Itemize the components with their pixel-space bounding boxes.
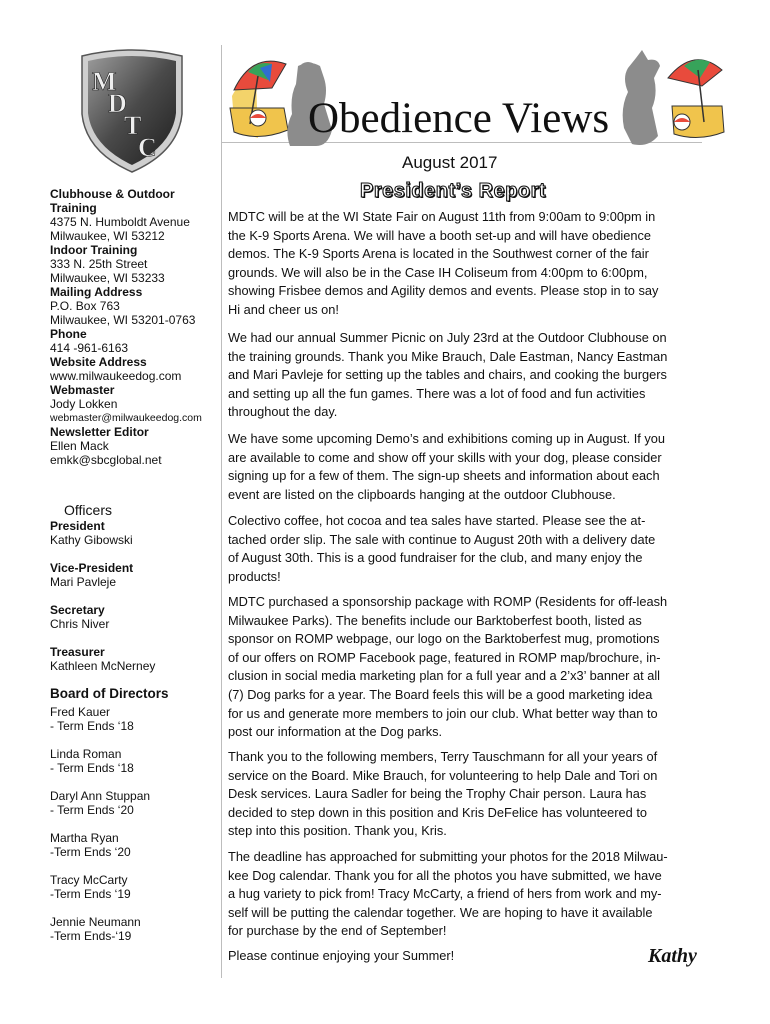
contact-label: Clubhouse & Outdoor bbox=[50, 187, 175, 201]
report-paragraph bbox=[228, 593, 706, 742]
paragraph-line: event are listed on the clipboards hanging at the outdoor Clubhouse. bbox=[228, 486, 616, 502]
paragraph-line: signing up for a few of them. The sign-up sheets and information about each bbox=[228, 468, 660, 484]
officer-role: President bbox=[50, 519, 105, 533]
board-member-name: Tracy McCarty bbox=[50, 873, 128, 887]
logo-letter-d: D bbox=[108, 89, 127, 118]
contact-line: 414 -961-6163 bbox=[50, 341, 129, 355]
newsletter-title: Obedience Views bbox=[308, 95, 610, 142]
paragraph-line: sponsor on ROMP webpage, our logo on the Barktoberfest mug, promotions bbox=[228, 631, 660, 647]
paragraph-line: of August 30th. This is a good fundraiser for the club, and many enjoy the bbox=[228, 550, 643, 566]
officer-name: Chris Niver bbox=[50, 617, 110, 631]
paragraph-line: for purchase by the end of September! bbox=[228, 923, 447, 939]
contact-line: P.O. Box 763 bbox=[50, 299, 120, 313]
contact-line: Jody Lokken bbox=[50, 397, 118, 411]
board-member-name: Fred Kauer bbox=[50, 705, 111, 719]
contact-line: Ellen Mack bbox=[50, 439, 109, 453]
contact-label: Newsletter Editor bbox=[50, 425, 149, 439]
paragraph-line: grounds. We will also be in the Case IH Coliseum from 4:00pm to 6:00pm, bbox=[228, 264, 648, 280]
mdtc-shield-logo bbox=[78, 48, 186, 174]
board-list bbox=[50, 705, 150, 943]
report-paragraph bbox=[228, 512, 706, 586]
paragraph-line: decided to step down in this position and Kris DeFelice has volunteered to bbox=[228, 804, 647, 820]
logo-letter-m: M bbox=[92, 67, 117, 96]
column-divider bbox=[221, 45, 222, 978]
dog-umbrella-illustration-right bbox=[618, 48, 726, 150]
logo-letter-c: C bbox=[138, 133, 157, 162]
logo-letter-t: T bbox=[124, 111, 142, 140]
paragraph-line: MDTC purchased a sponsorship package with ROMP (Residents for off-leash bbox=[228, 594, 668, 609]
board-member-name: Jennie Neumann bbox=[50, 915, 141, 929]
board-member-name: Linda Roman bbox=[50, 747, 122, 761]
contact-line: Milwaukee, WI 53233 bbox=[50, 271, 165, 285]
officer-role: Secretary bbox=[50, 603, 105, 617]
board-member-term: -Term Ends ‘20 bbox=[50, 845, 131, 859]
paragraph-line: for us and generate more members to join our club. What better way than to bbox=[228, 705, 658, 721]
board-member-name: Martha Ryan bbox=[50, 831, 119, 845]
report-paragraph bbox=[228, 430, 706, 504]
email-link[interactable]: webmaster@milwaukeedog.com bbox=[50, 412, 202, 424]
paragraph-line: the K-9 Sports Arena. We will have a booth set-up and will have obedience bbox=[228, 227, 652, 243]
paragraph-line: showing Frisbee demos and Agility demos and events. Please stop in to say bbox=[228, 283, 659, 299]
paragraph-line: Milwaukee Parks). The benefits include our Barktoberfest booth, listed as bbox=[228, 612, 642, 628]
report-paragraph bbox=[228, 748, 706, 841]
paragraph-line: of our offers on ROMP Facebook page, featured in ROMP map/brochure, in- bbox=[228, 649, 661, 665]
paragraph-line: tached order slip. The sale with continue to August 20th with a delivery date bbox=[228, 531, 656, 547]
section-heading: President’s Report bbox=[360, 180, 547, 202]
paragraph-line: throughout the day. bbox=[228, 404, 338, 420]
board-member-term: -Term Ends-‘19 bbox=[50, 929, 132, 943]
paragraph-line: and Mari Pavleje for setting up the tables and chairs, and cooking the burgers bbox=[228, 367, 667, 383]
report-paragraph bbox=[228, 208, 706, 320]
paragraph-line: the training grounds. Thank you Mike Brauch, Dale Eastman, Nancy Eastman bbox=[228, 348, 668, 364]
paragraph-line: products! bbox=[228, 568, 281, 584]
officers-list bbox=[50, 519, 155, 673]
contact-line: 4375 N. Humboldt Avenue bbox=[50, 215, 190, 229]
officer-name: Mari Pavleje bbox=[50, 575, 117, 589]
paragraph-line: post our information at the Dog parks. bbox=[228, 724, 443, 740]
board-member-term: - Term Ends ‘18 bbox=[50, 719, 134, 733]
signature: Kathy bbox=[648, 945, 697, 967]
contact-label: Mailing Address bbox=[50, 285, 143, 299]
contact-label: Phone bbox=[50, 327, 87, 341]
board-member-term: - Term Ends ‘18 bbox=[50, 761, 134, 775]
board-heading: Board of Directors bbox=[50, 686, 169, 701]
paragraph-line: We have some upcoming Demo’s and exhibitions coming up in August. If you bbox=[228, 431, 665, 446]
paragraph-line: service on the Board. Mike Brauch, for volunteering to help Dale and Tori on bbox=[228, 767, 658, 783]
paragraph-line: kee Dog calendar. Thank you for all the photos you have submitted, we have bbox=[228, 867, 662, 883]
contact-label: Training bbox=[50, 201, 97, 215]
paragraph-line: We had our annual Summer Picnic on July 23rd at the Outdoor Clubhouse on bbox=[228, 330, 667, 345]
paragraph-line: demos. The K-9 Sports Arena is located in the Southwest corner of the fair bbox=[228, 246, 649, 262]
contact-label: Webmaster bbox=[50, 383, 115, 397]
officer-name: Kathleen McNerney bbox=[50, 659, 156, 673]
paragraph-line: Colectivo coffee, hot cocoa and tea sales have started. Please see the at- bbox=[228, 513, 646, 528]
sidebar-contact bbox=[50, 187, 202, 467]
paragraph-line: (7) Dog parks for a year. The Board feels this will be a good marketing idea bbox=[228, 686, 653, 702]
contact-line: Milwaukee, WI 53212 bbox=[50, 229, 165, 243]
report-paragraph bbox=[228, 848, 706, 941]
officer-role: Vice-President bbox=[50, 561, 134, 575]
board-member-term: - Term Ends ‘20 bbox=[50, 803, 134, 817]
report-paragraph bbox=[228, 329, 706, 422]
board-member-term: -Term Ends ‘19 bbox=[50, 887, 131, 901]
paragraph-line: and setting up all the fun games. There was a lot of food and fun activities bbox=[228, 385, 646, 401]
email-link[interactable]: emkk@sbcglobal.net bbox=[50, 453, 162, 467]
paragraph-line: Please continue enjoying your Summer! bbox=[228, 948, 455, 963]
paragraph-line: Hi and cheer us on! bbox=[228, 301, 339, 317]
report-paragraph bbox=[228, 947, 706, 966]
contact-label: Indoor Training bbox=[50, 243, 138, 257]
paragraph-line: MDTC will be at the WI State Fair on August 11th from 9:00am to 9:00pm in bbox=[228, 209, 656, 224]
paragraph-line: clusion in social media marketing plan for a full year and a 2’x3’ banner at all bbox=[228, 668, 661, 684]
contact-label: Website Address bbox=[50, 355, 147, 369]
officer-name: Kathy Gibowski bbox=[50, 533, 133, 547]
issue-date: August 2017 bbox=[402, 153, 498, 172]
contact-line: 333 N. 25th Street bbox=[50, 257, 148, 271]
paragraph-line: are available to come and show off your skills with your dog, please consider bbox=[228, 449, 662, 465]
contact-line: Milwaukee, WI 53201-0763 bbox=[50, 313, 196, 327]
officer-role: Treasurer bbox=[50, 645, 105, 659]
paragraph-line: step into this position. Thank you, Kris. bbox=[228, 823, 447, 839]
paragraph-line: The deadline has approached for submitting your photos for the 2018 Milwau- bbox=[228, 849, 668, 864]
paragraph-line: Thank you to the following members, Terry Tauschmann for all your years of bbox=[228, 749, 658, 764]
board-member-name: Daryl Ann Stuppan bbox=[50, 789, 151, 803]
paragraph-line: Desk services. Laura Sadler for being the Trophy Chair person. Laura has bbox=[228, 786, 647, 802]
officers-heading: Officers bbox=[64, 502, 112, 518]
paragraph-line: a hug variety to pick from! Tracy McCarty, a friend of hers from work and my- bbox=[228, 886, 662, 902]
website-link[interactable]: www.milwaukeedog.com bbox=[50, 369, 182, 383]
paragraph-line: self will be putting the calendar together. We are hoping to have it available bbox=[228, 904, 653, 920]
